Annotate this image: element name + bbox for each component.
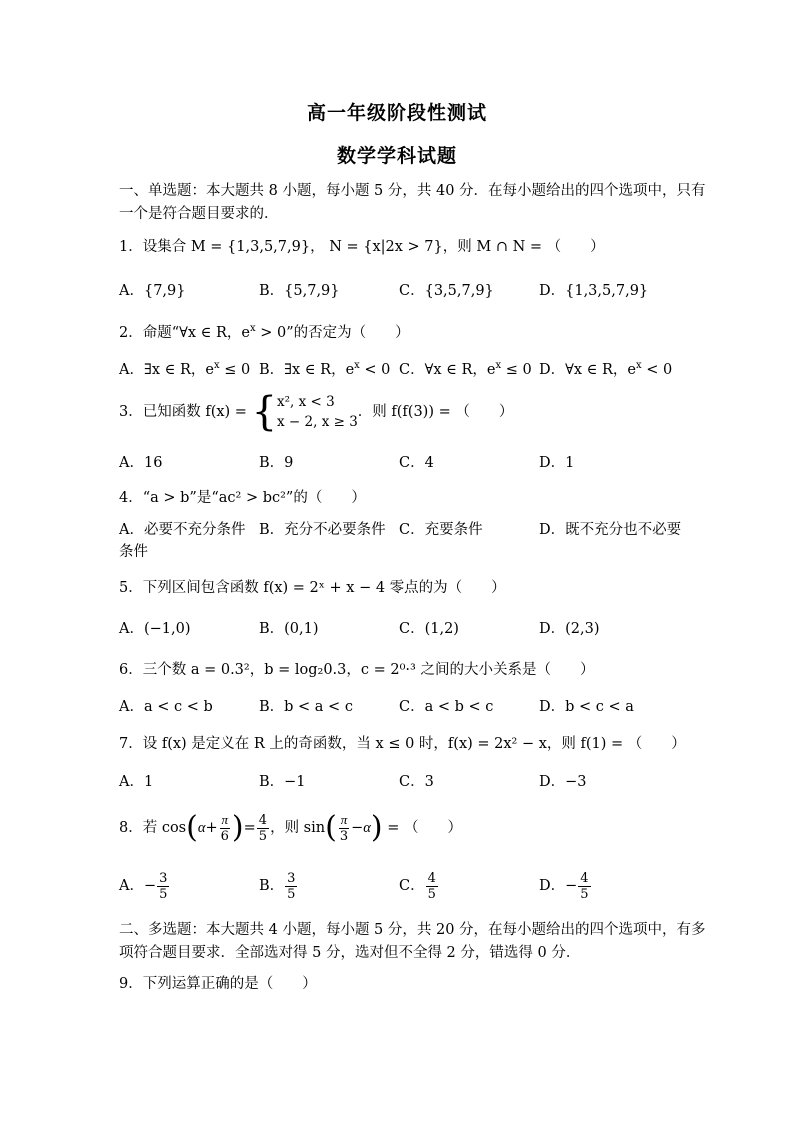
q4-option-c[interactable]: C．充要条件 [399, 522, 483, 538]
q2-option-b-end: < 0 [359, 361, 391, 378]
question-5: 5．下列区间包含函数 f(x) = 2ˣ + x − 4 零点的为（ ） [119, 580, 506, 596]
q3-prefix: 3．已知函数 f(x) = [119, 404, 247, 420]
q6-option-c[interactable]: C．a < b < c [399, 699, 494, 715]
q2-option-d[interactable]: D．∀x ∈ R，$e^x < 0$ [539, 360, 673, 378]
question-7: 7．设 f(x) 是定义在 R 上的奇函数，当 x ≤ 0 时，f(x) = 2x² − x，则 f(1) = （ ） [119, 736, 686, 752]
q8-option-c-label: C． [399, 878, 425, 894]
q8-prefix: 8．若 cos [119, 820, 187, 836]
section1-line1: 一、单选题：本大题共 8 小题，每小题 5 分，共 40 分．在每小题给出的四个选项中，只有 [119, 183, 706, 199]
q1-option-b[interactable]: B．{5,7,9} [259, 283, 340, 299]
q7-option-c[interactable]: C．3 [399, 774, 434, 790]
q8-option-a[interactable]: A．− $\frac{3}{5}$ [119, 870, 168, 902]
q5-option-c[interactable]: C．(1,2) [399, 621, 459, 637]
section2-line1: 二、多选题：本大题共 4 小题，每小题 5 分，共 20 分，在每小题给出的四个选项中，有多 [119, 922, 706, 938]
q2-option-d-end: < 0 [641, 361, 673, 378]
q3-option-a[interactable]: A．16 [119, 455, 163, 471]
q8-mid: ，则 sin [270, 820, 326, 836]
q4-option-d-wrap: 条件 [119, 544, 148, 560]
q2-option-a-label: A．∃x ∈ R，e [119, 361, 214, 378]
q7-option-a[interactable]: A．1 [119, 774, 154, 790]
q2-option-a[interactable]: A．∃x ∈ R，$e^x \le 0$ [119, 360, 251, 378]
q1-suffix: ，则 M ∩ N = （ ） [442, 239, 605, 255]
section2-line2: 项符合题目要求．全部选对得 5 分，选对但不全得 2 分，错选得 0 分． [119, 945, 581, 961]
q2-option-c-label: C．∀x ∈ R，e [399, 361, 496, 378]
exam-title: 高一年级阶段性测试 [306, 102, 487, 124]
q1-option-d[interactable]: D．{1,3,5,7,9} [539, 283, 649, 299]
q8-option-c[interactable]: C． $\frac{4}{5}$ [399, 870, 436, 902]
q8-option-d-label: D． [539, 878, 566, 894]
q7-option-d[interactable]: D．−3 [539, 774, 587, 790]
q3-case-1: x², x < 3 [277, 394, 335, 410]
q8-suffix: = （ ） [382, 820, 462, 836]
q4-option-b[interactable]: B．充分不必要条件 [259, 522, 386, 538]
q6-option-b[interactable]: B．b < a < c [259, 699, 353, 715]
q2-option-b[interactable]: B．∃x ∈ R，$e^x < 0$ [259, 360, 391, 378]
q4-option-d[interactable]: D．既不充分也不必要 [539, 522, 682, 538]
q5-option-b[interactable]: B．(0,1) [259, 621, 319, 637]
q7-option-b[interactable]: B．−1 [259, 774, 306, 790]
q1-set-m: M = {1,3,5,7,9} [190, 239, 311, 255]
q2-option-a-end: ≤ 0 [219, 361, 251, 378]
question-1: 1．设集合 M = {1,3,5,7,9}， N = {x|2x > 7}，则 M ∩ N = （ ） [119, 239, 605, 255]
q2-option-b-label: B．∃x ∈ R，e [259, 361, 355, 378]
q2-text: 2．命题“∀x ∈ R，e [119, 324, 251, 341]
q3-option-d[interactable]: D．1 [539, 455, 575, 471]
question-6: 6．三个数 a = 0.3²，b = log₂0.3，c = 2⁰·³ 之间的大小关系是（ ） [119, 662, 595, 678]
question-9: 9．下列运算正确的是（ ） [119, 976, 317, 992]
q2-option-d-label: D．∀x ∈ R，e [539, 361, 637, 378]
q2-option-c[interactable]: C．∀x ∈ R，$e^x \le 0$ [399, 360, 532, 378]
q3-option-b[interactable]: B．9 [259, 455, 294, 471]
q5-option-a[interactable]: A．(−1,0) [119, 621, 191, 637]
q5-option-d[interactable]: D．(2,3) [539, 621, 600, 637]
q3-suffix: ．则 f(f(3)) = （ ） [357, 404, 514, 420]
q1-prefix: 1．设集合 [119, 239, 187, 255]
question-8: 8．若 cos(α+ $\frac{\pi}{6}$ )= $\frac{4}{5}$ ，则 sin( $\frac{\pi}{3}$ −α) = （ ） [119, 810, 462, 845]
q8-option-a-label: A． [119, 878, 144, 894]
q1-set-n: N = {x|2x > 7} [329, 239, 443, 255]
q1-option-c[interactable]: C．{3,5,7,9} [399, 283, 494, 299]
q3-option-c[interactable]: C．4 [399, 455, 434, 471]
section1-line2: 一个是符合题目要求的． [119, 206, 279, 222]
q2-text-end: > 0”的否定为（ ） [255, 324, 410, 341]
q4-option-a[interactable]: A．必要不充分条件 [119, 522, 246, 538]
q3-case-2: x − 2, x ≥ 3 [277, 414, 358, 430]
q8-option-d[interactable]: D．− $\frac{4}{5}$ [539, 870, 589, 902]
q3-piecewise [251, 389, 358, 435]
q8-option-b-label: B． [259, 878, 285, 894]
brace-icon: { [251, 389, 278, 435]
q1-option-a[interactable]: A．{7,9} [119, 283, 186, 299]
exam-subtitle: 数学学科试题 [336, 145, 457, 167]
question-2: 2．命题“∀x ∈ R，$e^x > 0$”的否定为（ ） [119, 323, 410, 341]
q6-option-d[interactable]: D．b < c < a [539, 699, 634, 715]
q8-option-b[interactable]: B． $\frac{3}{5}$ [259, 870, 296, 902]
q2-option-c-end: ≤ 0 [501, 361, 532, 378]
question-3 [119, 389, 514, 435]
q6-option-a[interactable]: A．a < c < b [119, 699, 213, 715]
question-4: 4．“a > b”是“ac² > bc²”的（ ） [119, 490, 366, 506]
